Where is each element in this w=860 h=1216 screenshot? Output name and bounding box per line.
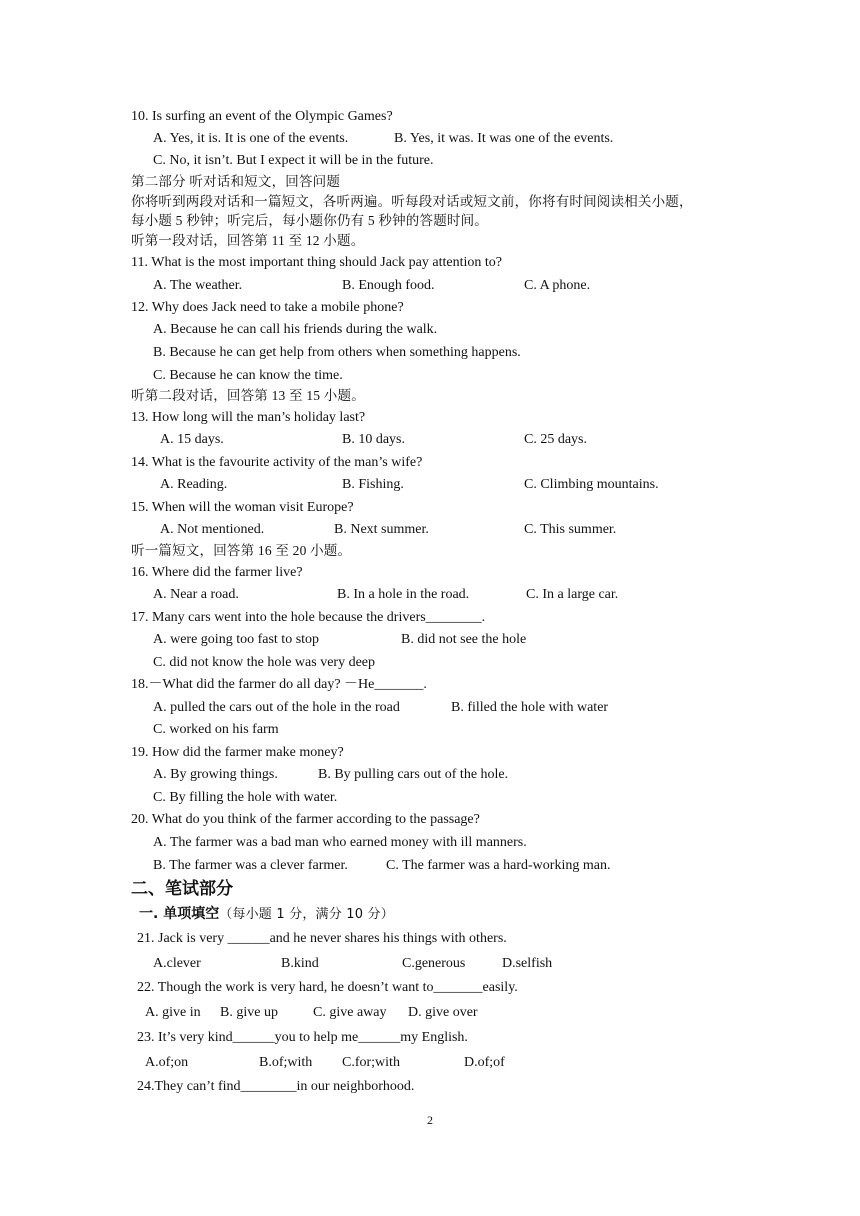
q17-stem: 17. Many cars went into the hole because the drivers________. bbox=[131, 610, 486, 625]
q22-option-d: D. give over bbox=[408, 1005, 478, 1020]
q23-option-c: C.for;with bbox=[342, 1055, 400, 1070]
q10-stem: 10. Is surfing an event of the Olympic Games? bbox=[131, 109, 393, 124]
q20-option-c: C. The farmer was a hard-working man. bbox=[386, 858, 611, 873]
part2-instruction-line1: 你将听到两段对话和一篇短文，各听两遍。听每段对话或短文前，你将有时间阅读相关小题， bbox=[131, 194, 693, 209]
passage-heading: 听一篇短文，回答第 16 至 20 小题。 bbox=[131, 543, 352, 558]
q24-stem: 24.They can’t find________in our neighborhood. bbox=[137, 1079, 415, 1094]
section2-title: 二、笔试部分 bbox=[131, 879, 233, 899]
q18-option-b: B. filled the hole with water bbox=[451, 700, 609, 715]
q19-option-b: B. By pulling cars out of the hole. bbox=[318, 767, 509, 782]
q20-stem: 20. What do you think of the farmer according to the passage? bbox=[131, 812, 480, 827]
q23-option-b: B.of;with bbox=[259, 1055, 313, 1070]
q13-option-b: B. 10 days. bbox=[342, 432, 405, 447]
q12-option-c: C. Because he can know the time. bbox=[153, 368, 343, 383]
dialog1-heading: 听第一段对话，回答第 11 至 12 小题。 bbox=[131, 233, 365, 248]
q18-option-c: C. worked on his farm bbox=[153, 722, 279, 737]
dialog2-heading: 听第二段对话，回答第 13 至 15 小题。 bbox=[131, 388, 365, 403]
q14-option-c: C. Climbing mountains. bbox=[524, 477, 659, 492]
q19-stem: 19. How did the farmer make money? bbox=[131, 745, 344, 760]
q11-option-c: C. A phone. bbox=[524, 278, 591, 293]
q21-stem: 21. Jack is very ______and he never shares his things with others. bbox=[137, 931, 507, 946]
q22-option-b: B. give up bbox=[220, 1005, 278, 1020]
q14-option-b: B. Fishing. bbox=[342, 477, 404, 492]
q17-option-a: A. were going too fast to stop bbox=[153, 632, 320, 647]
q14-stem: 14. What is the favourite activity of the man’s wife? bbox=[131, 455, 423, 470]
subsection-title: 一. 单项填空 bbox=[139, 906, 220, 922]
page-number: 2 bbox=[427, 1113, 433, 1127]
q23-option-d: D.of;of bbox=[464, 1055, 505, 1070]
q17-option-b: B. did not see the hole bbox=[401, 632, 527, 647]
q21-option-d: D.selfish bbox=[502, 956, 553, 971]
q16-option-a: A. Near a road. bbox=[153, 587, 239, 602]
q15-stem: 15. When will the woman visit Europe? bbox=[131, 500, 354, 515]
q15-option-a: A. Not mentioned. bbox=[160, 522, 265, 537]
q10-option-c: C. No, it isn’t. But I expect it will be in the future. bbox=[153, 153, 434, 168]
q13-stem: 13. How long will the man’s holiday last? bbox=[131, 410, 366, 425]
q19-option-c: C. By filling the hole with water. bbox=[153, 790, 338, 805]
q16-option-b: B. In a hole in the road. bbox=[337, 587, 470, 602]
q22-option-a: A. give in bbox=[145, 1005, 201, 1020]
q16-stem: 16. Where did the farmer live? bbox=[131, 565, 303, 580]
q12-stem: 12. Why does Jack need to take a mobile phone? bbox=[131, 300, 404, 315]
q21-option-a: A.clever bbox=[153, 956, 201, 971]
q23-option-a: A.of;on bbox=[145, 1055, 189, 1070]
q11-option-b: B. Enough food. bbox=[342, 278, 435, 293]
q18-stem: 18.－What did the farmer do all day? －He_______. bbox=[131, 677, 427, 692]
part2-instruction-line2: 每小题 5 秒钟；听完后，每小题你仍有 5 秒钟的答题时间。 bbox=[131, 213, 488, 228]
subsection-note: （每小题 1 分，满分 10 分） bbox=[219, 907, 394, 922]
q22-stem: 22. Though the work is very hard, he doesn’t want to_______easily. bbox=[137, 980, 518, 995]
q10-option-a: A. Yes, it is. It is one of the events. bbox=[153, 131, 349, 146]
q13-option-a: A. 15 days. bbox=[160, 432, 224, 447]
q21-option-c: C.generous bbox=[402, 956, 466, 971]
q15-option-b: B. Next summer. bbox=[334, 522, 429, 537]
q12-option-b: B. Because he can get help from others when something happens. bbox=[153, 345, 521, 360]
q16-option-c: C. In a large car. bbox=[526, 587, 619, 602]
q11-option-a: A. The weather. bbox=[153, 278, 243, 293]
q13-option-c: C. 25 days. bbox=[524, 432, 587, 447]
q12-option-a: A. Because he can call his friends during the walk. bbox=[153, 322, 438, 337]
q17-option-c: C. did not know the hole was very deep bbox=[153, 655, 376, 670]
subsection-heading bbox=[139, 905, 394, 924]
q22-option-c: C. give away bbox=[313, 1005, 387, 1020]
q21-option-b: B.kind bbox=[281, 956, 319, 971]
q18-option-a: A. pulled the cars out of the hole in the road bbox=[153, 700, 400, 715]
q19-option-a: A. By growing things. bbox=[153, 767, 278, 782]
q23-stem: 23. It’s very kind______you to help me______my English. bbox=[137, 1030, 468, 1045]
q10-option-b: B. Yes, it was. It was one of the events. bbox=[394, 131, 614, 146]
q20-option-a: A. The farmer was a bad man who earned money with ill manners. bbox=[153, 835, 527, 850]
q14-option-a: A. Reading. bbox=[160, 477, 228, 492]
q11-stem: 11. What is the most important thing should Jack pay attention to? bbox=[131, 255, 502, 270]
q20-option-b: B. The farmer was a clever farmer. bbox=[153, 858, 348, 873]
part2-title: 第二部分 听对话和短文，回答问题 bbox=[131, 174, 341, 189]
q15-option-c: C. This summer. bbox=[524, 522, 617, 537]
